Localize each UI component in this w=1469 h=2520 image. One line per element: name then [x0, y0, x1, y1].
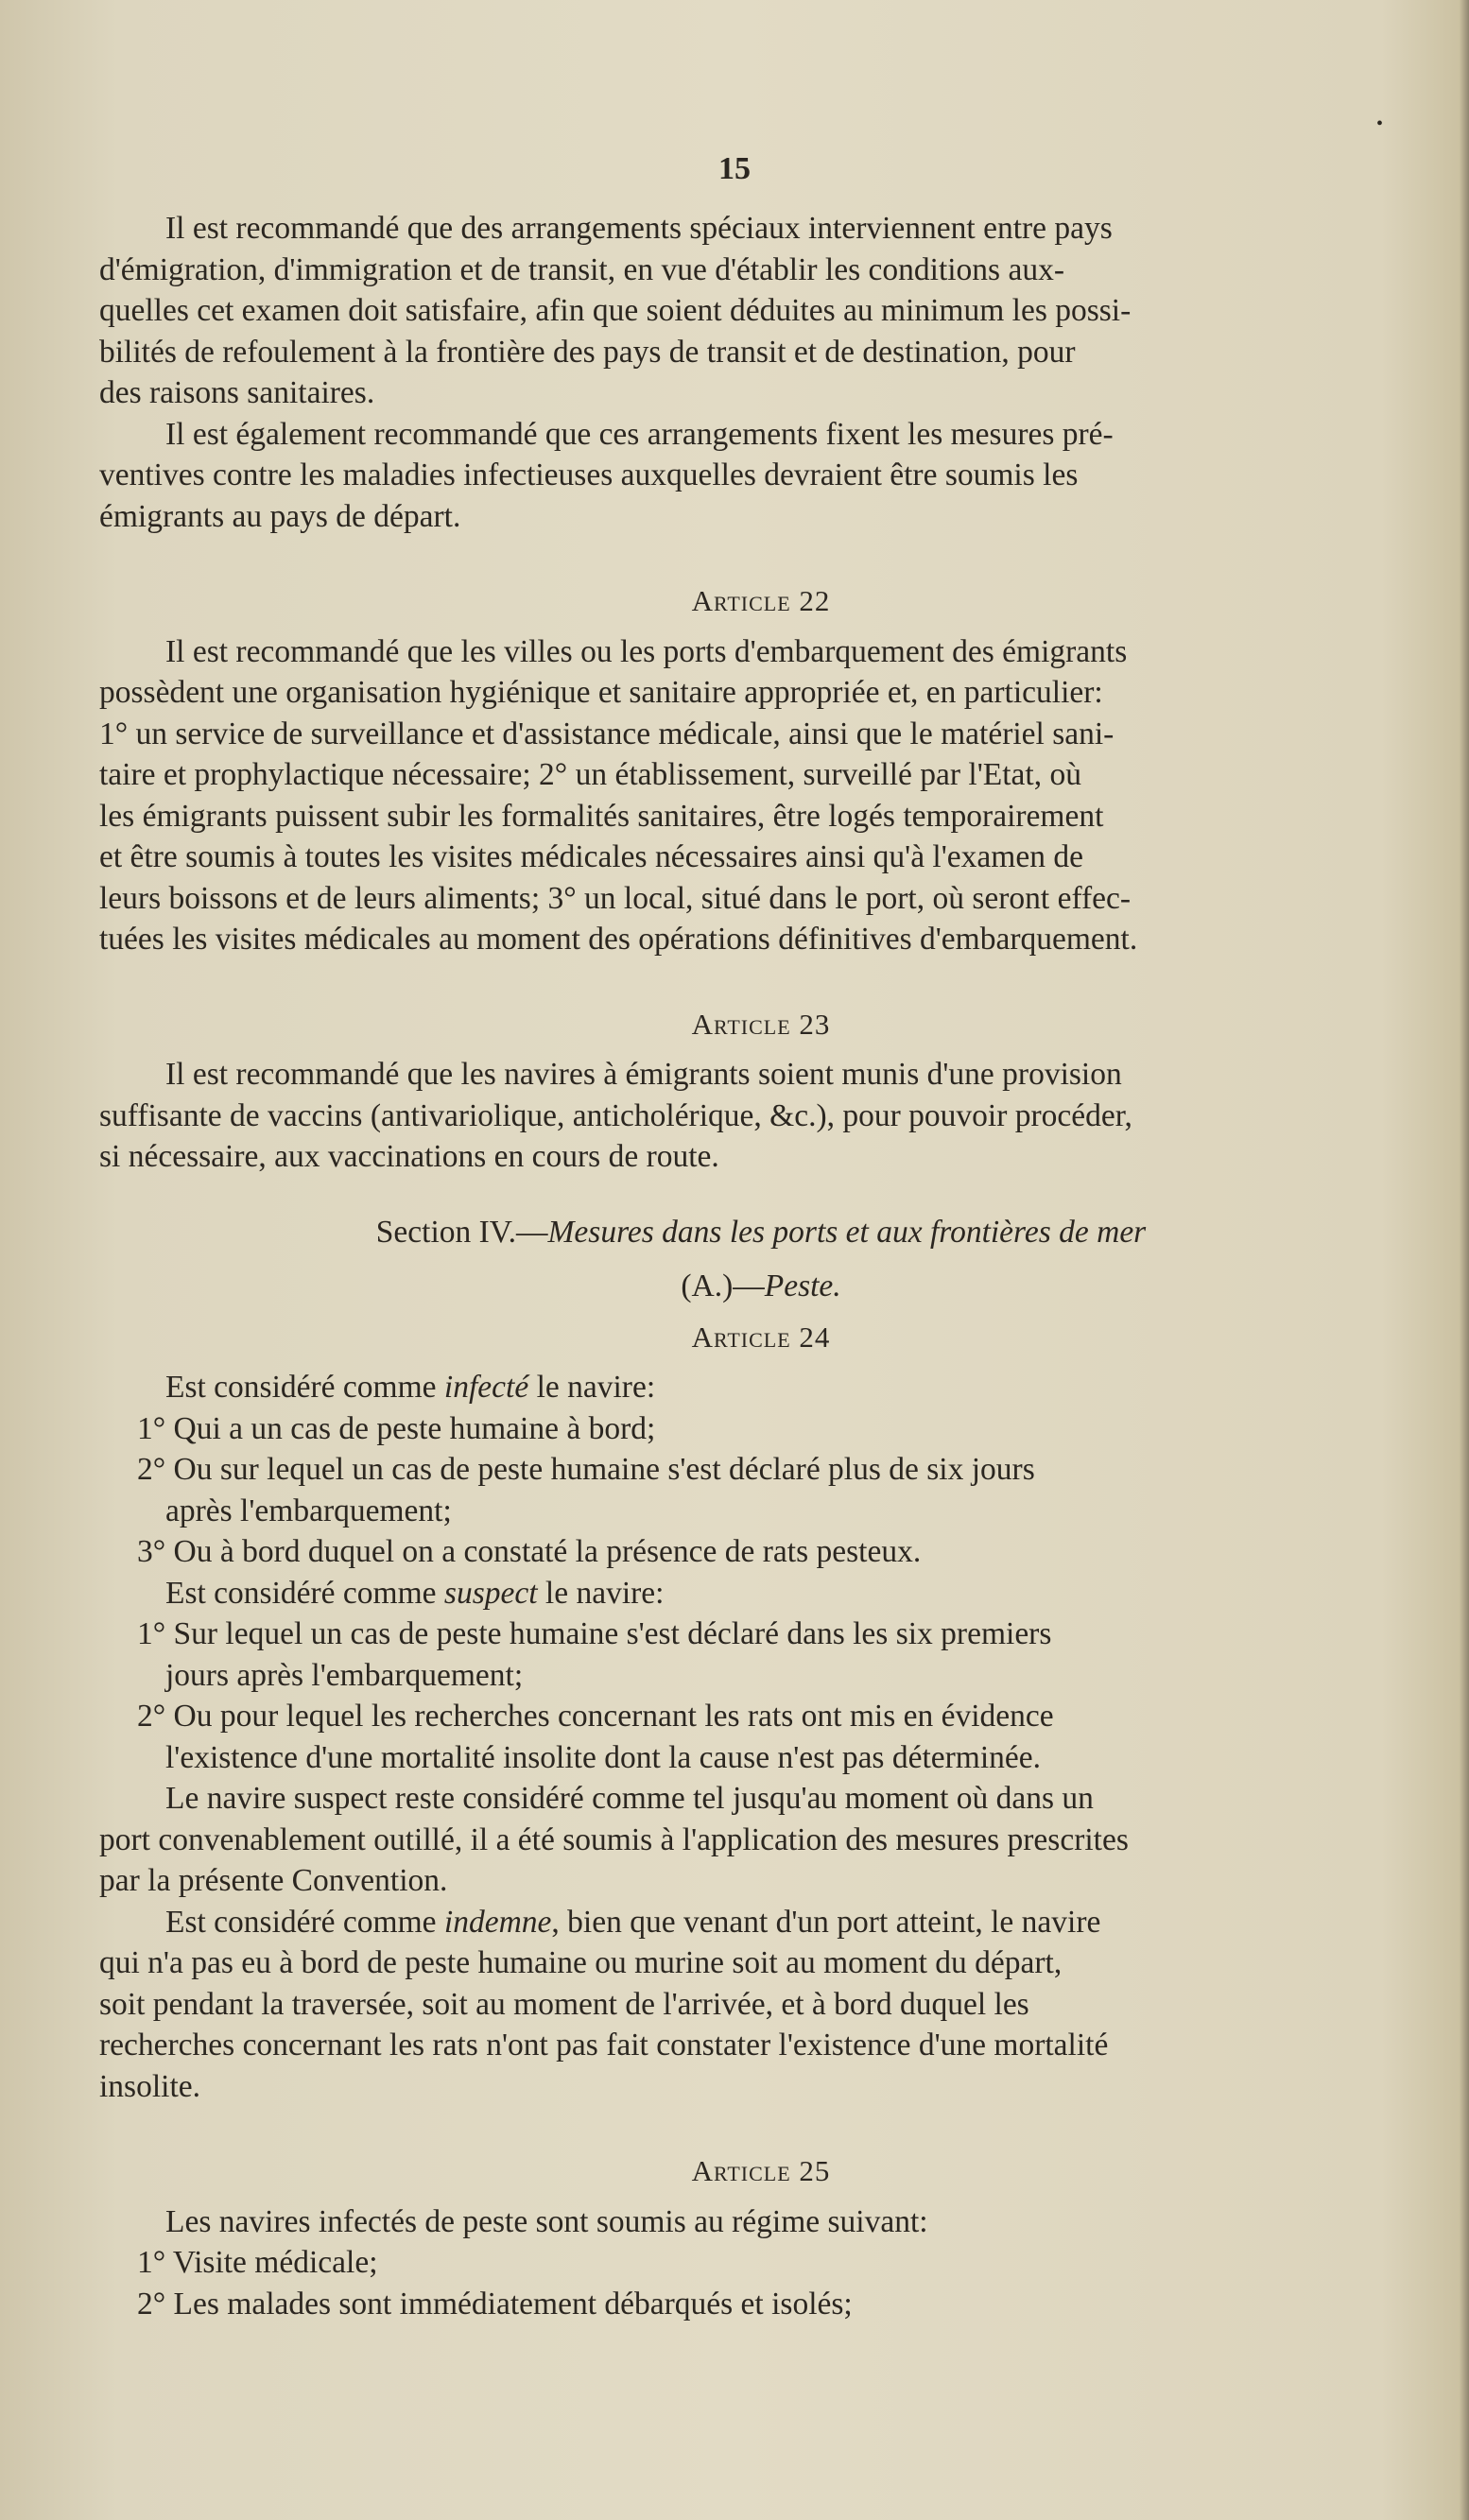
list-item-continuation: l'existence d'une mortalité insolite dont la cause n'est pas déterminée. — [165, 1739, 1042, 1775]
margin-mark: • — [1376, 113, 1384, 134]
text-line: les émigrants puissent subir les formalités sanitaires, être logés temporairement — [99, 798, 1104, 834]
text-line: Il est recommandé que les navires à émigrants soient munis d'une provision — [165, 1057, 1122, 1092]
article-24-heading: Article 24 — [691, 1320, 831, 1354]
text-body — [99, 208, 1423, 2324]
text-line: taire et prophylactique nécessaire; 2° un établissement, surveillé par l'Etat, où — [99, 757, 1081, 792]
text-fragment: Est considéré comme — [165, 1370, 444, 1405]
text-line: ventives contre les maladies infectieuses auxquelles devraient être soumis les — [99, 457, 1079, 492]
text-line: Le navire suspect reste considéré comme tel jusqu'au moment où dans un — [165, 1781, 1094, 1816]
emphasis-suspect: suspect — [443, 1575, 538, 1611]
article-23-text — [99, 1054, 1423, 1178]
text-line: Les navires infectés de peste sont soumis au régime suivant: — [165, 2203, 928, 2239]
article-22-text — [99, 631, 1423, 960]
article-24-suspect — [99, 1573, 1423, 1779]
text-line: Il est recommandé que les villes ou les ports d'embarquement des émigrants — [165, 633, 1128, 669]
section-label: Section IV.— — [375, 1214, 548, 1250]
text-line: émigrants au pays de départ. — [99, 498, 461, 534]
text-fragment: , bien que venant d'un port atteint, le navire — [551, 1904, 1101, 1940]
list-item: 1° Qui a un cas de peste humaine à bord; — [137, 1410, 656, 1446]
text-line: d'émigration, d'immigration et de transit, en vue d'établir les conditions aux- — [99, 251, 1064, 287]
text-line: tuées les visites médicales au moment des opérations définitives d'embarquement. — [99, 922, 1138, 957]
text-line: 1° un service de surveillance et d'assistance médicale, ainsi que le matériel sani- — [99, 716, 1115, 751]
list-item: 3° Ou à bord duquel on a constaté la présence de rats pesteux. — [137, 1534, 922, 1569]
article-25-text — [99, 2201, 1423, 2325]
list-item: 2° Ou sur lequel un cas de peste humaine s'est déclaré plus de six jours — [137, 1452, 1035, 1487]
article-25-heading: Article 25 — [691, 2154, 831, 2187]
text-line — [99, 1367, 1423, 1408]
text-fragment: Est considéré comme — [165, 1904, 444, 1940]
article-24-suspect-paragraph — [99, 1778, 1423, 1902]
page-number: 15 — [718, 151, 751, 186]
text-line: des raisons sanitaires. — [99, 375, 375, 410]
emphasis-indemne: indemne — [443, 1904, 552, 1940]
list-item: 2° Les malades sont immédiatement débarqués et isolés; — [137, 2286, 853, 2322]
paragraph-arrangements — [99, 208, 1423, 414]
list-item: 2° Ou pour lequel les recherches concernant les rats ont mis en évidence — [137, 1699, 1054, 1734]
list-item-continuation: jours après l'embarquement; — [165, 1657, 524, 1693]
text-line: insolite. — [99, 2068, 201, 2104]
text-line: recherches concernant les rats n'ont pas fait constater l'existence d'une mortalité — [99, 2028, 1109, 2063]
article-24-infecte — [99, 1367, 1423, 1573]
text-line: bilités de refoulement à la frontière des pays de transit et de destination, pour — [99, 334, 1076, 370]
page-edge-shadow — [1460, 0, 1469, 2520]
text-line — [99, 1902, 1423, 1943]
list-item-continuation: après l'embarquement; — [165, 1493, 452, 1528]
emphasis-infecte: infecté — [443, 1370, 529, 1405]
article-24-indemne — [99, 1902, 1423, 2108]
text-line: et être soumis à toutes les visites médicales nécessaires ainsi qu'à l'examen de — [99, 839, 1083, 874]
article-22-heading: Article 22 — [691, 584, 831, 617]
subsection-title — [99, 1266, 1423, 1307]
section-name: Mesures dans les ports et aux frontières de mer — [547, 1214, 1147, 1250]
text-fragment: Est considéré comme — [165, 1575, 444, 1611]
list-item: 1° Sur lequel un cas de peste humaine s'est déclaré dans les six premiers — [137, 1616, 1052, 1651]
paragraph-preventive-measures — [99, 414, 1423, 538]
text-line: leurs boissons et de leurs aliments; 3° un local, situé dans le port, où seront effec- — [99, 880, 1132, 916]
text-line: possèdent une organisation hygiénique et sanitaire appropriée et, en particulier: — [99, 675, 1103, 710]
text-fragment: le navire: — [537, 1575, 665, 1611]
text-line: si nécessaire, aux vaccinations en cours de route. — [99, 1139, 719, 1174]
text-line: Il est recommandé que des arrangements spéciaux interviennent entre pays — [165, 211, 1113, 246]
text-line: soit pendant la traversée, soit au moment de l'arrivée, et à bord duquel les — [99, 1986, 1029, 2022]
article-23-heading: Article 23 — [691, 1007, 831, 1041]
text-line: qui n'a pas eu à bord de peste humaine ou murine soit au moment du départ, — [99, 1945, 1063, 1980]
list-item: 1° Visite médicale; — [137, 2245, 378, 2280]
subsection-name: Peste. — [764, 1269, 841, 1303]
text-line: port convenablement outillé, il a été soumis à l'application des mesures prescrites — [99, 1821, 1129, 1857]
text-line: quelles cet examen doit satisfaire, afin que soient déduites au minimum les possi- — [99, 293, 1132, 328]
section-title — [99, 1212, 1423, 1253]
text-line: Il est également recommandé que ces arrangements fixent les mesures pré- — [165, 416, 1114, 452]
text-line: par la présente Convention. — [99, 1863, 448, 1898]
text-fragment: le navire: — [528, 1370, 656, 1405]
text-line: suffisante de vaccins (antivariolique, anticholérique, &c.), pour pouvoir procéder, — [99, 1097, 1132, 1133]
text-line — [99, 1573, 1423, 1614]
subsection-label: (A.)— — [681, 1269, 765, 1303]
